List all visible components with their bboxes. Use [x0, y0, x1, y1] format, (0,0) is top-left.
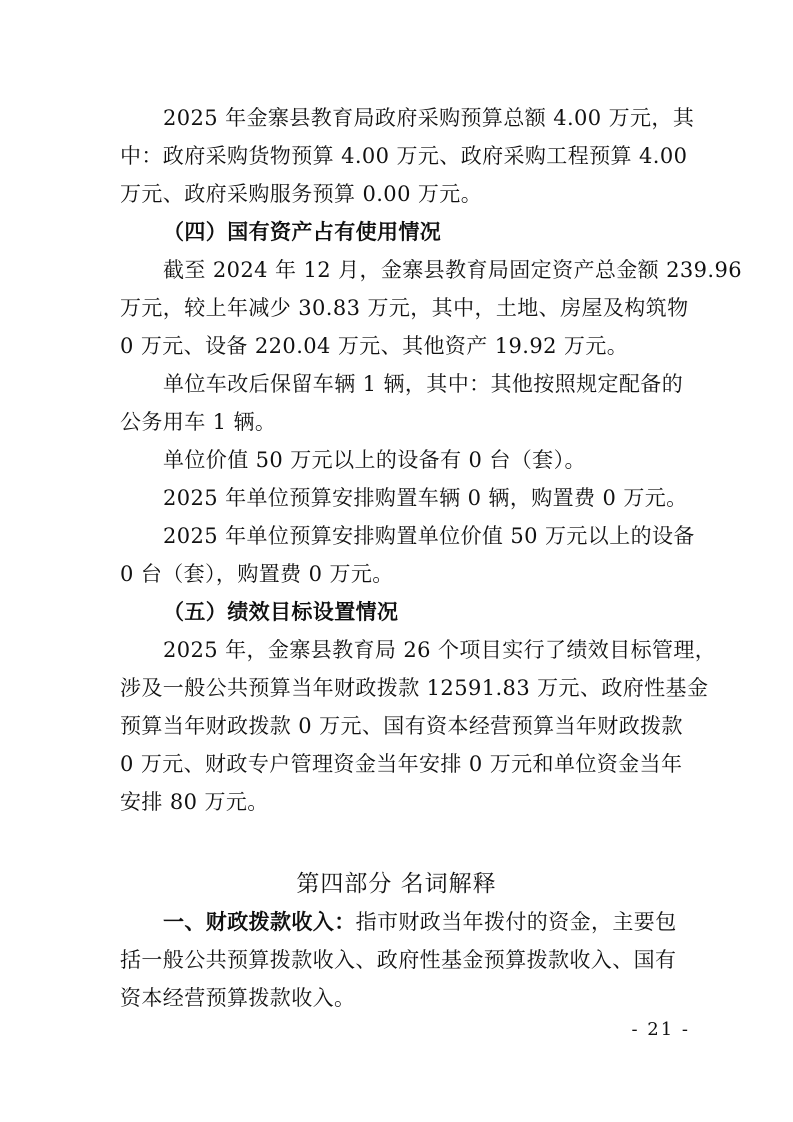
paragraph-performance-line-2: 涉及一般公共预算当年财政拨款 12591.83 万元、政府性基金 — [120, 676, 709, 700]
paragraph-performance-line-1: 2025 年，金寨县教育局 26 个项目实行了绩效目标管理， — [163, 638, 717, 662]
term-definition-line-1 — [163, 907, 683, 937]
paragraph-vehicles-line-1: 单位车改后保留车辆 1 辆，其中：其他按照规定配备的 — [163, 372, 684, 396]
part-four-title: 第四部分 名词解释 — [296, 871, 497, 897]
page-number: - 21 - — [631, 1019, 690, 1040]
term-definition-text: 指市财政当年拨付的资金，主要包 — [355, 910, 677, 934]
term-label: 一、财政拨款收入： — [163, 910, 356, 934]
paragraph-performance-line-5: 安排 80 万元。 — [120, 790, 269, 814]
paragraph-assets-line-2: 万元，较上年减少 30.83 万元，其中，土地、房屋及构筑物 — [120, 296, 689, 320]
paragraph-equipment: 单位价值 50 万元以上的设备有 0 台（套）。 — [163, 448, 586, 472]
paragraph-performance-line-4: 0 万元、财政专户管理资金当年安排 0 万元和单位资金当年 — [120, 752, 683, 776]
term-definition-line-3: 资本经营预算拨款收入。 — [120, 986, 356, 1010]
paragraph-assets-line-3: 0 万元、设备 220.04 万元、其他资产 19.92 万元。 — [120, 334, 629, 358]
section-heading-assets: （四）国有资产占有使用情况 — [163, 219, 442, 244]
paragraph-assets-line-1: 截至 2024 年 12 月，金寨县教育局固定资产总金额 239.96 — [163, 258, 743, 282]
paragraph-performance-line-3: 预算当年财政拨款 0 万元、国有资本经营预算当年财政拨款 — [120, 714, 683, 738]
paragraph-procurement-line-2: 中：政府采购货物预算 4.00 万元、政府采购工程预算 4.00 — [120, 144, 688, 168]
paragraph-equipment-purchase-line-2: 0 台（套），购置费 0 万元。 — [120, 562, 394, 586]
section-heading-performance: （五）绩效目标设置情况 — [163, 599, 399, 624]
paragraph-procurement-line-1: 2025 年金寨县教育局政府采购预算总额 4.00 万元，其 — [163, 106, 695, 130]
term-definition-line-2: 括一般公共预算拨款收入、政府性基金预算拨款收入、国有 — [120, 948, 677, 972]
paragraph-procurement-line-3: 万元、政府采购服务预算 0.00 万元。 — [120, 182, 483, 206]
paragraph-equipment-purchase-line-1: 2025 年单位预算安排购置单位价值 50 万元以上的设备 — [163, 524, 695, 548]
paragraph-vehicle-purchase: 2025 年单位预算安排购置车辆 0 辆，购置费 0 万元。 — [163, 486, 688, 510]
paragraph-vehicles-line-2: 公务用车 1 辆。 — [120, 410, 277, 434]
